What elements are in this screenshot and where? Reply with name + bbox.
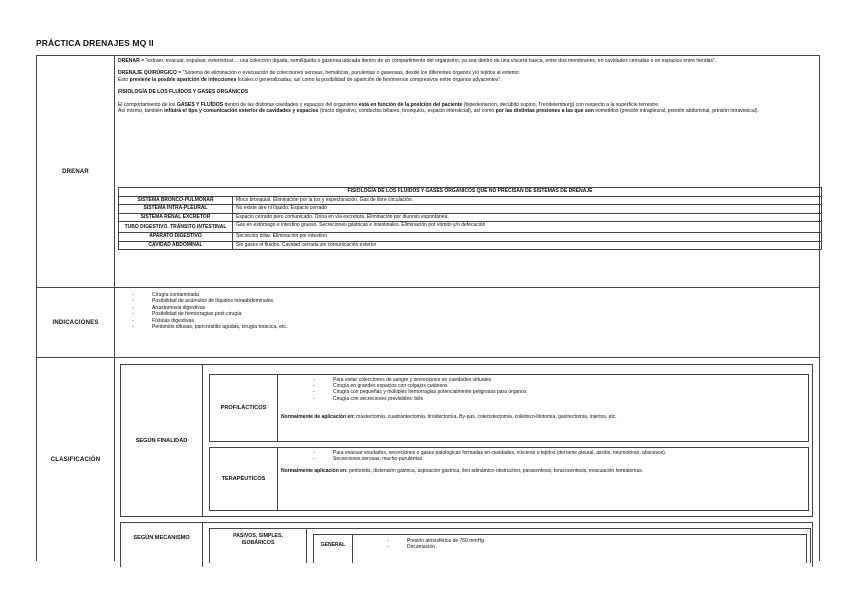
table-row xyxy=(119,196,822,205)
influencia-paragraph xyxy=(118,108,816,114)
label-clasificacion: CLASIFICACIÓN xyxy=(37,358,115,561)
pasivos-label: PASIVOS, SIMPLES, ISOBÁRICOS xyxy=(233,533,283,546)
terapeuticos-content xyxy=(281,450,805,475)
drenar-definition-text: = “extraer, evacuar, expulsar, exteriorizar… una colección líquida, semilíquida o gaseosa ubicada dentro de un compartimento del organismo, ya sea dentro de una víscera hueca, entre dos membranes, en cavidades cerradas o en espacios entre heridas”. xyxy=(139,58,717,64)
list-item: - Cirugía contaminada xyxy=(118,292,816,298)
comp-text-c: (bipedestación, decúbito supino, Trendelemburg) con respecto a la superficie terrestre. xyxy=(462,101,660,108)
system-description: Espacio cerrado pero comunicado. Orina en vía excretora. Eliminación por diuresis espontánea. xyxy=(233,213,822,222)
aplicacion-lead: Normalmente de aplicación en: xyxy=(281,413,355,420)
fisiologia-heading-text: FISIOLOGÍA DE LOS FLUÍDOS Y GASES ORGÁNICOS xyxy=(118,89,249,96)
general-list xyxy=(373,538,797,550)
table-row xyxy=(119,232,822,241)
drenar-term: DRENAR xyxy=(118,58,140,64)
system-description: Sin gases ni fluidos. Cavidad cerrada sin comunicación exterior xyxy=(233,241,822,250)
comp-bold-2: está en función de la posición del paciente xyxy=(358,101,463,108)
system-name: SISTEMA BRONCO-PULMONAR xyxy=(119,196,233,205)
table-row xyxy=(119,222,822,233)
label-drenar: DRENAR xyxy=(37,56,115,287)
prevention-prefix: Esto xyxy=(118,76,130,83)
system-description: Moco bronquial. Eliminación por la tos y expectoración. Gas de libre circulación. xyxy=(233,196,822,205)
list-item: - Anastomosis digestivas xyxy=(118,305,816,311)
infl-bold-1: influirá el tipo y comunicación exterior de cavidades y espacios xyxy=(164,108,319,115)
fisiologia-table xyxy=(118,187,822,250)
page-title: PRÁCTICA DRENAJES MQ II xyxy=(36,38,154,48)
list-item: - Cirugía en grandes espacios con colgajos cutáneos xyxy=(299,383,805,389)
table-row xyxy=(119,213,822,222)
list-item: - Fístulas digestivas xyxy=(118,318,816,324)
list-item: - Posibilidad de acúmulos de líquidos intraabdominales xyxy=(118,298,816,304)
indicaciones-list xyxy=(118,292,816,330)
list-item: - Peritonitis difusas, pancreatitis agudas, cirugía torácica, etc. xyxy=(118,324,816,330)
general-label: GENERAL xyxy=(320,542,346,548)
system-name: TUBO DIGESTIVO. TRÁNSITO INTESTINAL xyxy=(119,222,233,233)
drenajes-table xyxy=(36,55,820,561)
terapeuticos-list xyxy=(299,450,805,462)
row-indicaciones xyxy=(37,288,819,358)
drenar-definition xyxy=(118,58,816,64)
drenaje-quirurgico-term: DRENAJE QUIRÚRGICO xyxy=(118,70,177,77)
system-name: CAVIDAD ABDOMINAL xyxy=(119,241,233,250)
list-item: - Para evitar colecciones de sangre y secreciones en cavidades virtuales xyxy=(299,377,805,383)
profilacticos-label: PROFILÁCTICOS xyxy=(220,405,267,411)
system-name: APARATO DIGESTIVO xyxy=(119,232,233,241)
system-name: SISTEMA INTRA-PLEURAL xyxy=(119,205,233,214)
aplicacion-lead: Normalmente aplicación en: xyxy=(281,468,348,475)
list-item: - Posibilidad de hemorragias post-cirugía xyxy=(118,311,816,317)
general-content xyxy=(357,538,797,550)
aplicacion-text: mastectomía, cuadrantectomía, tiroidectomía, By-pas, colecistectomía, colédoco-litotomía, gastrectomía, injertos, etc. xyxy=(354,413,617,420)
row-drenar xyxy=(37,56,819,288)
system-description: Secreción biliar. Eliminación por intestino xyxy=(233,232,822,241)
infl-text-b: (tracto digestivo, conductos biliares, bronquios, espacio intersticial), así como xyxy=(318,108,496,115)
drenar-content xyxy=(115,56,819,287)
system-name: SISTEMA RENAL EXCRETOR xyxy=(119,213,233,222)
table-row xyxy=(119,241,822,250)
comp-bold-1: GASES Y FLUÍDOS xyxy=(176,101,224,108)
comp-text-a: El comportamiento de los xyxy=(118,101,177,108)
list-item: - Para evacuar exudados, secreciones o gases patológicas formadas en cavidades, vísceras o tejidos (derrame pleural, ascitis, neumotórax, abscesos). xyxy=(299,450,805,456)
profilacticos-list xyxy=(299,377,805,402)
infl-bold-2: por las distintas presiones a las que son xyxy=(495,108,594,115)
drenaje-quirurgico-text: = “Sistema de eliminación o evacuación de colecciones serosas, hemáticas, purulentas o gaseosas, desde los diferentes órganos y/o tejidos al exterior. xyxy=(176,70,521,77)
infl-text-a: Así mismo, también xyxy=(118,108,165,115)
prevention-bold: previene la posible aparición de infecciones xyxy=(129,76,237,83)
terapeuticos-label: TERAPÉUTICOS xyxy=(221,476,266,482)
fisiologia-table-header: FISIOLOGÍA DE LOS FLUÍDOS Y GASES ORGÁNICOS QUE NO PRECISAN DE SISTEMAS DE DRENAJE xyxy=(119,188,822,197)
list-item: - Decantación xyxy=(373,544,797,550)
row-clasificacion xyxy=(37,358,819,561)
list-item: - Cirugía con pequeñas y múltiples hemorragias potencialmente peligrosas para órganos xyxy=(299,389,805,395)
list-item: - Secreciones serosas, mucho-purulentas xyxy=(299,456,805,462)
aplicacion-text: peritonitis, distensión gástrica, aspiración gástrica, íleo adinámico-obstructivo, paracentesis, toracocentesis, evacuación hematomas. xyxy=(347,468,644,475)
profilacticos-content xyxy=(281,377,805,420)
profilacticos-aplicacion xyxy=(281,414,805,420)
prevention-text: locales o generalizadas, así como la posibilidad de aparición de fenómenos compresivos entre órganos adyacentes”. xyxy=(236,76,502,83)
label-indicaciones: INDICACIONES xyxy=(37,288,115,357)
finalidad-label: SEGÚN FINALIDAD xyxy=(135,437,188,444)
system-description: Gas en estómago e intestino grueso. Secreciones gástricas e intestinales. Eliminación por vómito y/o defecación xyxy=(233,222,822,233)
list-item: - Cirugía con secreciones previsibles: bilis xyxy=(299,396,805,402)
infl-text-c: sometidos (presión intrapleural, presión abdominal, presión intravesical). xyxy=(593,108,759,115)
list-item: - Presión atmosférica de 760 mmHg xyxy=(373,538,797,544)
mecanismo-label: SEGÚN MECANISMO xyxy=(133,535,190,541)
indicaciones-content xyxy=(115,288,819,357)
system-description: No existe aire ni líquido. Espacio cerrado xyxy=(233,205,822,214)
terapeuticos-aplicacion xyxy=(281,468,805,474)
table-row xyxy=(119,205,822,214)
comp-text-b: dentro de las distintas cavidades y espacios del organismo xyxy=(223,101,359,108)
